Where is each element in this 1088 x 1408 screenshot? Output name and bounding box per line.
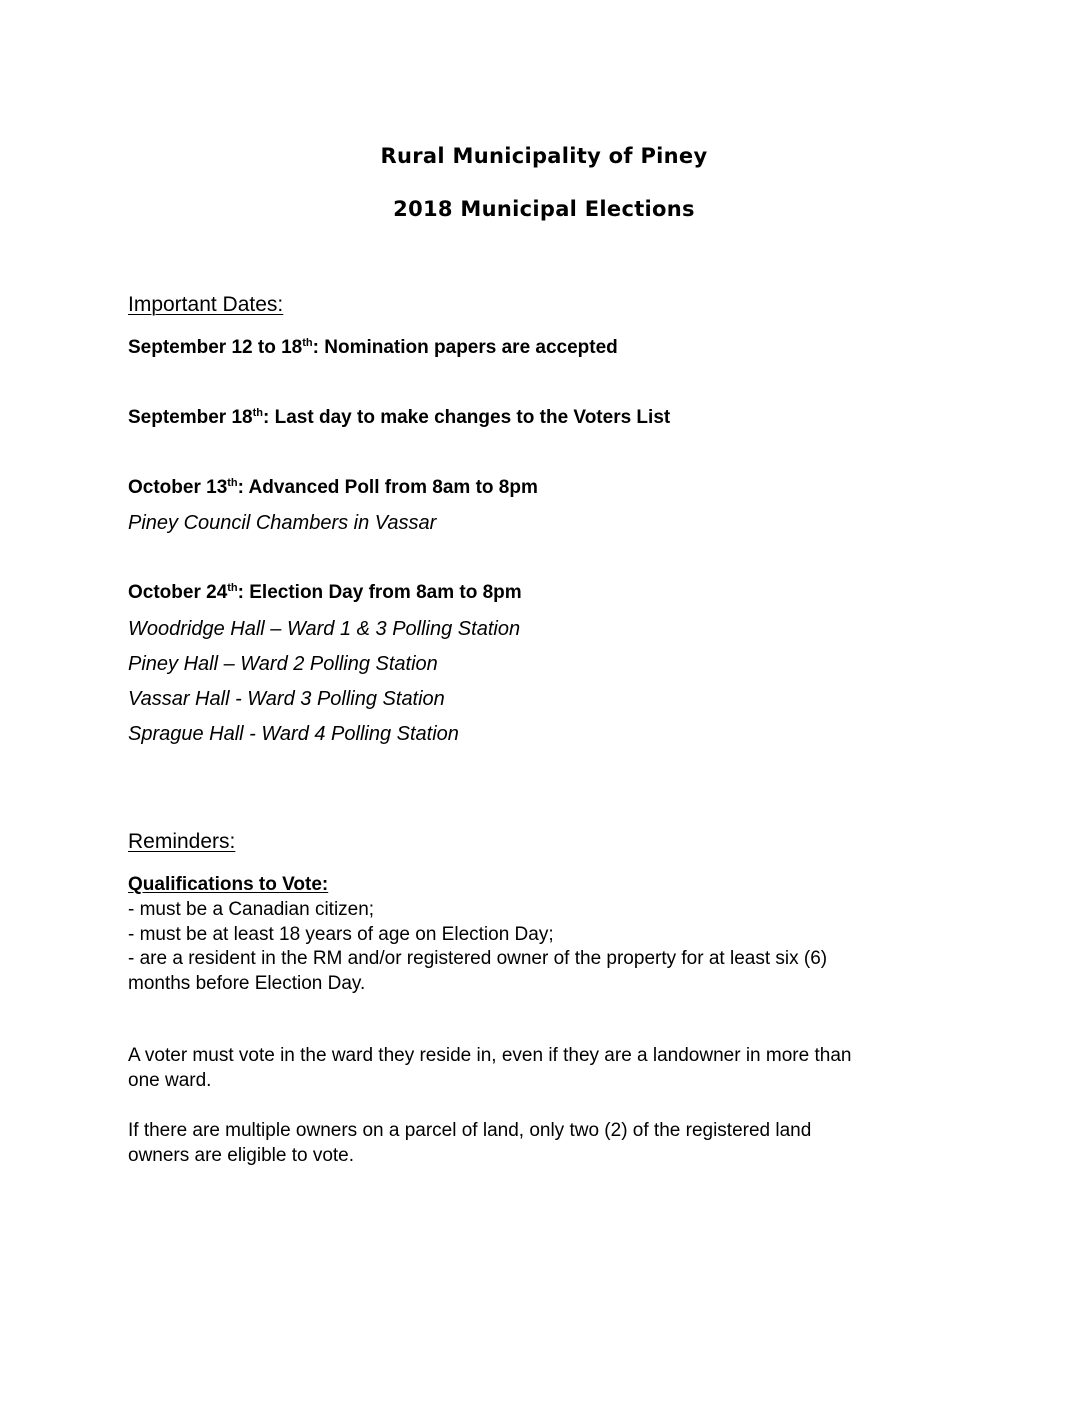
date-election-day-suffix: th	[227, 582, 238, 594]
document-subtitle: 2018 Municipal Elections	[393, 197, 695, 221]
date-election-day-text: : Election Day from 8am to 8pm	[237, 582, 522, 603]
advanced-poll-location: Piney Council Chambers in Vassar	[128, 512, 437, 534]
date-nomination-date: September 12 to 18	[128, 337, 303, 358]
date-voters-list-text: : Last day to make changes to the Voters List	[263, 407, 671, 428]
qualification-age: - must be at least 18 years of age on Election Day;	[128, 924, 554, 945]
date-election-day-date: October 24	[128, 582, 228, 603]
date-nomination-text: : Nomination papers are accepted	[312, 337, 618, 358]
important-dates-heading: Important Dates:	[128, 293, 284, 316]
ward-rule-line1: A voter must vote in the ward they reside in, even if they are a landowner in more than	[128, 1045, 852, 1066]
reminders-heading: Reminders:	[128, 830, 236, 853]
date-voters-list	[128, 407, 670, 429]
date-advanced-poll-date: October 13	[128, 477, 228, 498]
polling-station-woodridge: Woodridge Hall – Ward 1 & 3 Polling Station	[128, 618, 521, 640]
qualifications-heading: Qualifications to Vote:	[128, 874, 329, 895]
polling-station-piney: Piney Hall – Ward 2 Polling Station	[128, 653, 438, 675]
owners-rule-line2: owners are eligible to vote.	[128, 1145, 355, 1166]
date-advanced-poll-suffix: th	[227, 477, 238, 489]
date-nomination	[128, 337, 618, 359]
ward-rule-line2: one ward.	[128, 1070, 212, 1091]
date-election-day	[128, 582, 522, 604]
qualification-resident-cont: months before Election Day.	[128, 973, 366, 994]
date-advanced-poll	[128, 477, 538, 499]
polling-station-vassar: Vassar Hall - Ward 3 Polling Station	[128, 688, 445, 710]
date-nomination-suffix: th	[302, 337, 313, 349]
date-advanced-poll-text: : Advanced Poll from 8am to 8pm	[237, 477, 538, 498]
polling-station-sprague: Sprague Hall - Ward 4 Polling Station	[128, 723, 459, 745]
qualification-citizen: - must be a Canadian citizen;	[128, 899, 375, 920]
date-voters-list-suffix: th	[252, 407, 264, 419]
document-title: Rural Municipality of Piney	[380, 144, 708, 168]
owners-rule-line1: If there are multiple owners on a parcel of land, only two (2) of the registered land	[128, 1120, 812, 1141]
date-voters-list-date: September 18	[128, 407, 253, 428]
qualification-resident: - are a resident in the RM and/or registered owner of the property for at least six (6)	[128, 948, 828, 969]
